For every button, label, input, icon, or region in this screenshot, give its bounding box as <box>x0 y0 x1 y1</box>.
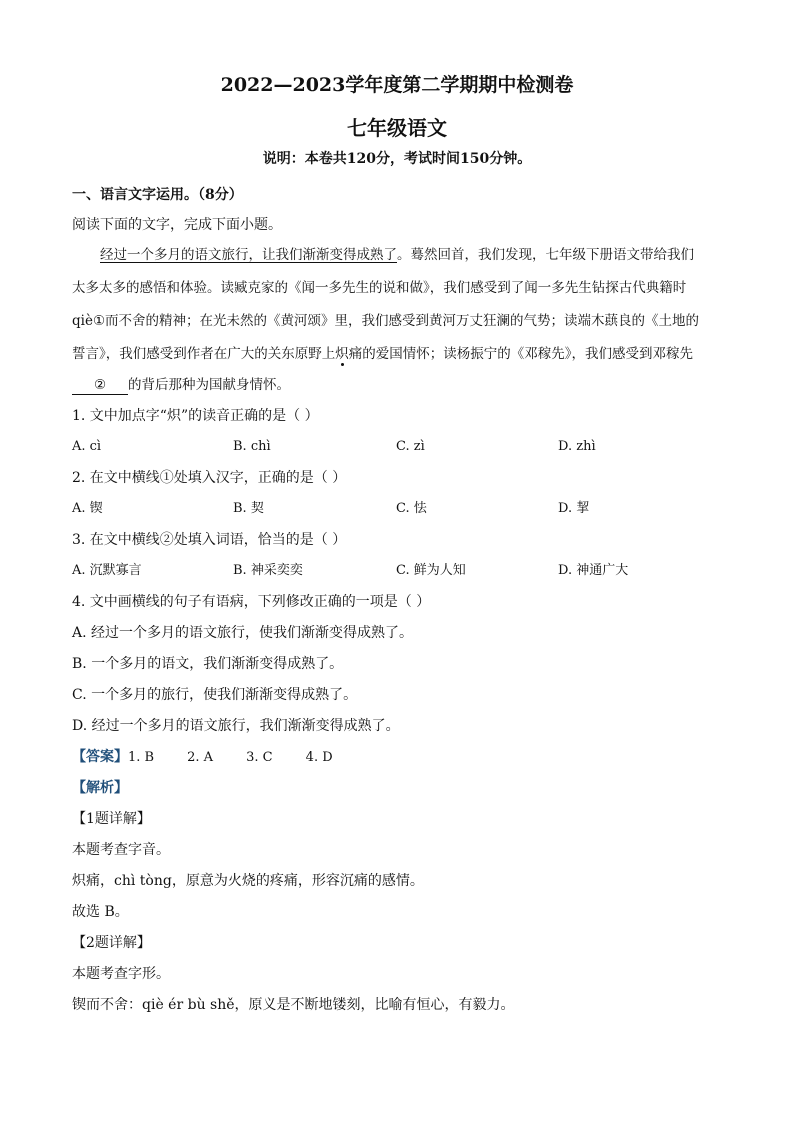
passage-line-4: 誓言》，我们感受到作者在广大的关东原野上炽痛的爱国情怀；读杨振宁的《邓稼先》，我们感受到邓稼先 <box>72 346 693 362</box>
question-3-option-b: B. 神采奕奕 <box>233 563 303 578</box>
question-1-stem: 1. 文中加点字“炽”的读音正确的是（ ） <box>72 408 319 424</box>
analysis-label: 【解析】 <box>72 780 128 796</box>
question-2-option-d: D. 挈 <box>558 501 590 516</box>
question-4-option-d: D. 经过一个多月的语文旅行，我们渐渐变得成熟了。 <box>72 718 400 734</box>
question-2-option-c: C. 怯 <box>396 501 427 516</box>
exam-note: 说明：本卷共120分，考试时间150分钟。 <box>262 151 532 167</box>
blank-2: ② <box>72 376 128 395</box>
question-1-option-d: D. zhì <box>558 439 596 454</box>
q2-detail-line-1: 本题考查字形。 <box>72 966 170 982</box>
question-3-option-c: C. 鲜为人知 <box>396 563 466 578</box>
answer-values: 1. B 2. A 3. C 4. D <box>128 750 333 765</box>
section-instruction: 阅读下面的文字，完成下面小题。 <box>72 217 282 233</box>
passage-line-5: ② 的背后那种为国献身情怀。 <box>72 376 290 395</box>
question-4-option-a: A. 经过一个多月的语文旅行，使我们渐渐变得成熟了。 <box>72 625 414 641</box>
underlined-sentence: 经过一个多月的语文旅行，让我们渐渐变得成熟了 <box>100 247 397 263</box>
question-1-option-a: A. cì <box>72 439 102 454</box>
passage-line-1: 经过一个多月的语文旅行，让我们渐渐变得成熟了。蓦然回首，我们发现，七年级下册语文带给我们 <box>100 247 694 263</box>
question-4-option-b: B. 一个多月的语文，我们渐渐变得成熟了。 <box>72 656 344 672</box>
question-2-option-a: A. 锲 <box>72 501 103 516</box>
section-heading: 一、语言文字运用。（8分） <box>72 187 243 203</box>
answer-label: 【答案】 <box>72 749 128 765</box>
q1-detail-line-1: 本题考查字音。 <box>72 842 170 858</box>
question-1-option-c: C. zì <box>396 439 425 454</box>
q1-detail-line-2: 炽痛，chì tòng，原意为火烧的疼痛，形容沉痛的感情。 <box>72 873 424 889</box>
question-3-stem: 3. 在文中横线②处填入词语，恰当的是（ ） <box>72 532 347 548</box>
question-2-stem: 2. 在文中横线①处填入汉字，正确的是（ ） <box>72 470 347 486</box>
question-2-option-b: B. 契 <box>233 501 264 516</box>
exam-title: 2022—2023学年度第二学期期中检测卷 <box>220 74 574 96</box>
question-3-option-d: D. 神通广大 <box>558 563 629 578</box>
q2-detail-line-2: 锲而不舍：qiè ér bù shě，原义是不断地镂刻，比喻有恒心，有毅力。 <box>72 997 515 1013</box>
q1-detail-line-3: 故选 B。 <box>72 904 129 920</box>
q1-detail-heading: 【1题详解】 <box>72 811 151 827</box>
dotted-char: 炽 <box>335 346 349 362</box>
question-3-option-a: A. 沉默寡言 <box>72 563 142 578</box>
q2-detail-heading: 【2题详解】 <box>72 935 151 951</box>
question-4-option-c: C. 一个多月的旅行，使我们渐渐变得成熟了。 <box>72 687 358 703</box>
exam-subtitle: 七年级语文 <box>347 116 447 140</box>
passage-line-2: 太多太多的感悟和体验。读臧克家的《闻一多先生的说和做》，我们感受到了闻一多先生钻探古代典籍时 <box>72 280 687 296</box>
passage-line-3: qiè①而不舍的精神；在光未然的《黄河颂》里，我们感受到黄河万丈狂澜的气势；读端木蕻良的《土地的 <box>72 313 700 329</box>
answer-row <box>72 748 333 767</box>
question-1-option-b: B. chì <box>233 439 271 454</box>
question-4-stem: 4. 文中画横线的句子有语病，下列修改正确的一项是（ ） <box>72 594 431 610</box>
